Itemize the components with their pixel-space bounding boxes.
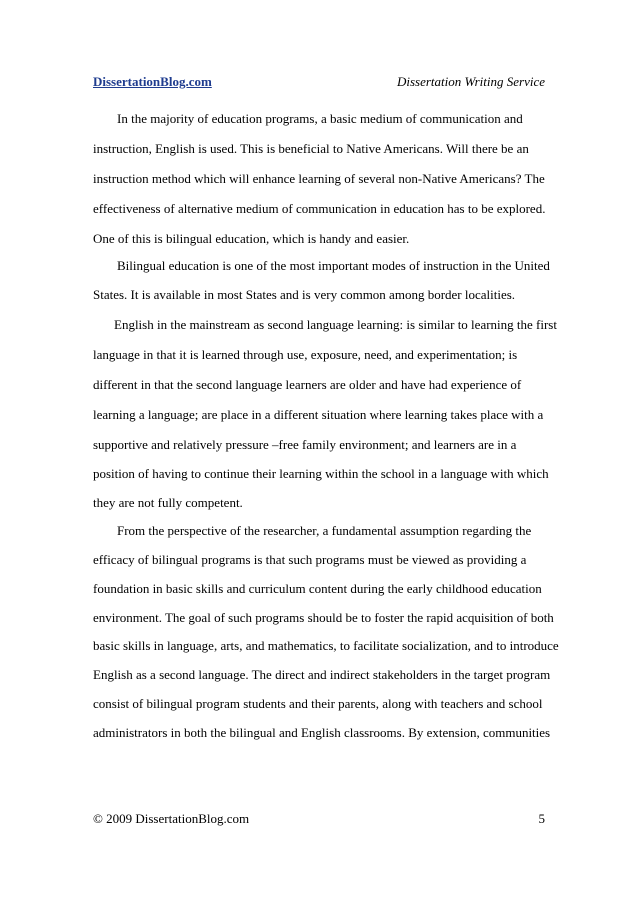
text-line: Bilingual education is one of the most important modes of instruction in the United bbox=[117, 258, 550, 273]
text-line: foundation in basic skills and curriculum content during the early childhood education bbox=[93, 581, 542, 596]
text-line: effectiveness of alternative medium of communication in education has to be explored. bbox=[93, 201, 546, 216]
text-line: In the majority of education programs, a basic medium of communication and bbox=[117, 111, 523, 126]
text-line: administrators in both the bilingual and English classrooms. By extension, communities bbox=[93, 725, 551, 740]
text-line: One of this is bilingual education, which is handy and easier. bbox=[93, 231, 410, 246]
text-line: States. It is available in most States and is very common among border localities. bbox=[93, 287, 516, 302]
text-line: consist of bilingual program students and their parents, along with teachers and school bbox=[93, 696, 543, 711]
text-line: instruction, English is used. This is beneficial to Native Americans. Will there be an bbox=[93, 141, 529, 156]
text-line: English as a second language. The direct and indirect stakeholders in the target program bbox=[93, 667, 551, 682]
page-number: 5 bbox=[538, 811, 545, 826]
text-line: instruction method which will enhance learning of several non-Native Americans? The bbox=[93, 171, 545, 186]
text-line: supportive and relatively pressure –free family environment; and learners are in a bbox=[93, 437, 517, 452]
text-line: language in that it is learned through use, exposure, need, and experimentation; is bbox=[93, 347, 518, 362]
copyright-notice: © 2009 DissertationBlog.com bbox=[93, 811, 250, 826]
text-line: basic skills in language, arts, and mathematics, to facilitate socialization, and to introduce bbox=[93, 638, 559, 653]
text-line: From the perspective of the researcher, a fundamental assumption regarding the bbox=[117, 523, 532, 538]
text-line: learning a language; are place in a different situation where learning takes place with a bbox=[93, 407, 544, 422]
text-line: English in the mainstream as second language learning: is similar to learning the first bbox=[114, 317, 557, 332]
site-link[interactable]: DissertationBlog.com bbox=[93, 74, 212, 89]
service-title: Dissertation Writing Service bbox=[396, 74, 545, 89]
text-line: they are not fully competent. bbox=[93, 495, 243, 510]
text-line: environment. The goal of such programs should be to foster the rapid acquisition of both bbox=[93, 610, 554, 625]
page-header bbox=[93, 74, 545, 92]
text-line: efficacy of bilingual programs is that such programs must be viewed as providing a bbox=[93, 552, 527, 567]
page-footer bbox=[93, 811, 545, 829]
text-line: different in that the second language learners are older and have had experience of bbox=[93, 377, 522, 392]
text-line: position of having to continue their learning within the school in a language with which bbox=[93, 466, 549, 481]
